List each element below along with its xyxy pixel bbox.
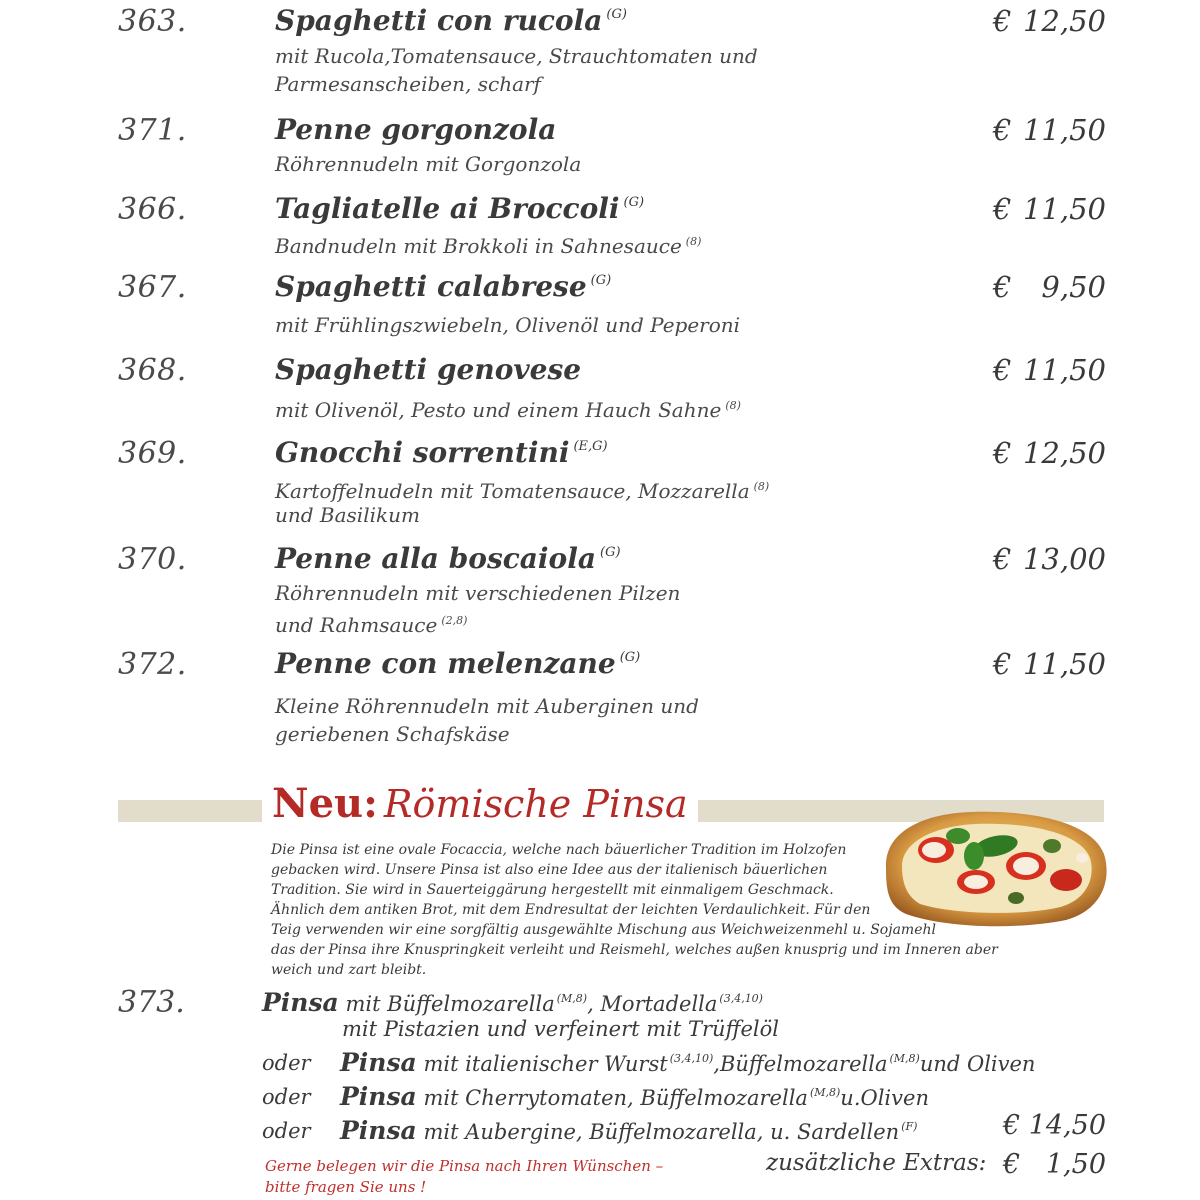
item-price: 11,50 (1022, 353, 1106, 387)
item-price: 11,50 (1022, 113, 1106, 147)
item-description (275, 579, 680, 607)
currency-symbol: € (993, 113, 1012, 147)
item-title (275, 4, 627, 37)
pinsa-word: Pinsa (340, 1116, 417, 1145)
pinsa-option (340, 1116, 917, 1145)
item-desc-line: mit Frühlingszwiebeln, Olivenöl und Peperoni (275, 313, 741, 337)
item-desc-line: Röhrennudeln mit verschiedenen Pilzen (275, 581, 681, 605)
pinsa-text: mit Aubergine, Büffelmozarella, u. Sardellen (423, 1120, 900, 1144)
item-desc-line: Kleine Röhrennudeln mit Auberginen und (275, 694, 699, 718)
item-number: 373. (118, 985, 185, 1020)
item-allergens: (G) (600, 545, 621, 560)
item-name: Spaghetti calabrese (275, 270, 587, 303)
item-allergens: (G) (606, 7, 627, 22)
item-allergens: (E,G) (573, 439, 608, 454)
item-price: 13,00 (1022, 542, 1106, 576)
pinsa-main-line-2 (342, 1017, 779, 1041)
oder-label: oder (262, 1085, 311, 1109)
item-price: 12,50 (1022, 436, 1106, 470)
intro-line: weich und zart bleibt. (271, 962, 427, 978)
item-description (275, 311, 740, 339)
section-new-label: Neu: (272, 780, 378, 827)
desc-note: (3,4,10) (669, 1052, 714, 1065)
item-desc-line: Röhrennudeln mit Gorgonzola (275, 152, 582, 176)
extras-price: 1,50 (1045, 1149, 1106, 1180)
item-title (275, 436, 608, 469)
item-description (275, 607, 467, 639)
pinsa-text: mit Büffelmozarella (345, 992, 555, 1016)
intro-line: gebacken wird. Unsere Pinsa ist also eine Idee aus der italienisch bäuerlichen (271, 862, 828, 878)
item-number: 369. (118, 436, 187, 471)
item-number: 366. (118, 192, 187, 227)
intro-line: Tradition. Sie wird in Sauerteiggärung hergestellt mit einmaligem Geschmack. (271, 882, 834, 898)
item-price: 11,50 (1022, 647, 1106, 681)
item-number: 371. (118, 113, 187, 148)
pinsa-text: und Oliven (919, 1052, 1036, 1076)
item-name: Penne alla boscaiola (275, 542, 597, 575)
desc-note: (8) (685, 235, 702, 248)
desc-note: (3,4,10) (719, 992, 763, 1005)
currency-symbol: € (993, 647, 1012, 681)
custom-order-note (265, 1156, 663, 1198)
item-description (275, 150, 581, 178)
item-name: Penne con melenzane (275, 647, 616, 680)
item-number: 372. (118, 647, 187, 682)
item-number: 368. (118, 353, 187, 388)
item-desc-line: Bandnudeln mit Brokkoli in Sahnesauce (275, 234, 682, 258)
item-allergens: (G) (623, 195, 645, 210)
desc-note: (M,8) (809, 1086, 841, 1099)
item-title (275, 353, 581, 386)
pinsa-word: Pinsa (262, 988, 339, 1017)
currency-symbol: € (993, 353, 1012, 387)
pinsa-text: mit Cherrytomaten, Büffelmozarella (423, 1086, 808, 1110)
section-title: Römische Pinsa (383, 782, 688, 826)
currency-symbol: € (993, 4, 1012, 38)
currency-symbol: € (993, 542, 1012, 576)
item-description (275, 720, 510, 748)
extras-label: zusätzliche Extras: (766, 1150, 987, 1176)
item-desc-line: mit Olivenöl, Pesto und einem Hauch Sahne (275, 398, 722, 422)
pinsa-photo-icon (876, 806, 1110, 930)
item-desc-line: und Rahmsauce (275, 613, 438, 637)
item-title (275, 192, 644, 225)
item-price: 14,50 (1028, 1110, 1106, 1141)
item-name: Tagliatelle ai Broccoli (275, 192, 620, 225)
item-price: 9,50 (1041, 270, 1106, 304)
pinsa-text: mit italienischer Wurst (423, 1052, 668, 1076)
item-description (275, 392, 741, 424)
section-heading (262, 780, 698, 830)
pinsa-option (340, 1082, 929, 1111)
intro-line: Teig verwenden wir eine sorgfältig ausgewählte Mischung aus Weichweizenmehl u. Sojamehl (271, 922, 936, 938)
item-name: Spaghetti genovese (275, 353, 582, 386)
item-name: Penne gorgonzola (275, 113, 557, 146)
item-title (275, 647, 640, 680)
desc-note: (2,8) (441, 614, 468, 627)
item-allergens: (G) (590, 273, 612, 288)
item-number: 367. (118, 270, 187, 305)
item-number: 370. (118, 542, 187, 577)
item-name: Gnocchi sorrentini (275, 436, 570, 469)
intro-line: Ähnlich dem antiken Brot, mit dem Endresultat der leichten Verdaulichkeit. Für den (271, 902, 871, 918)
item-title (275, 270, 611, 303)
desc-note: (8) (725, 399, 741, 412)
oder-label: oder (262, 1051, 311, 1075)
item-description (275, 42, 758, 70)
pinsa-main-line (262, 988, 763, 1017)
pinsa-text: u.Oliven (840, 1086, 929, 1110)
pinsa-text: mit Pistazien und verfeinert mit Trüffelöl (342, 1017, 779, 1041)
pinsa-word: Pinsa (340, 1082, 417, 1111)
item-number: 363. (118, 4, 187, 39)
item-description (275, 501, 420, 529)
item-price: 12,50 (1022, 4, 1106, 38)
item-allergens: (G) (619, 650, 641, 665)
currency-symbol: € (1003, 1149, 1021, 1180)
currency-symbol: € (993, 270, 1012, 304)
pinsa-option (340, 1048, 1035, 1077)
item-price: 11,50 (1022, 192, 1106, 226)
intro-line: das der Pinsa ihre Knuspringkeit verleiht und Reismehl, welches außen knusprig und im Inneren aber (271, 942, 998, 958)
currency-symbol: € (1003, 1110, 1021, 1141)
item-desc-line: mit Rucola,Tomatensauce, Strauchtomaten und (275, 44, 758, 68)
item-name: Spaghetti con rucola (275, 4, 603, 37)
desc-note: (M,8) (889, 1052, 920, 1065)
note-line: bitte fragen Sie uns ! (265, 1178, 427, 1196)
item-title (275, 113, 556, 146)
currency-symbol: € (993, 192, 1012, 226)
desc-note: (M,8) (556, 992, 588, 1005)
item-title (275, 542, 621, 575)
item-desc-line: und Basilikum (275, 503, 420, 527)
item-desc-line: Parmesanscheiben, scharf (275, 72, 541, 96)
desc-note: (8) (753, 480, 770, 493)
item-description (275, 70, 541, 98)
item-description (275, 692, 699, 720)
intro-line: Die Pinsa ist eine ovale Focaccia, welche nach bäuerlicher Tradition im Holzofen (271, 842, 847, 858)
item-desc-line: geriebenen Schafskäse (275, 722, 510, 746)
pinsa-text: ,Büffelmozarella (713, 1052, 888, 1076)
pinsa-word: Pinsa (340, 1048, 417, 1077)
item-desc-line: Kartoffelnudeln mit Tomatensauce, Mozzarella (275, 479, 750, 503)
item-description (275, 228, 701, 260)
desc-note: (F) (901, 1120, 918, 1133)
oder-label: oder (262, 1119, 311, 1143)
pinsa-text: , Mortadella (587, 992, 718, 1016)
note-line: Gerne belegen wir die Pinsa nach Ihren Wünschen – (265, 1157, 664, 1175)
currency-symbol: € (993, 436, 1012, 470)
